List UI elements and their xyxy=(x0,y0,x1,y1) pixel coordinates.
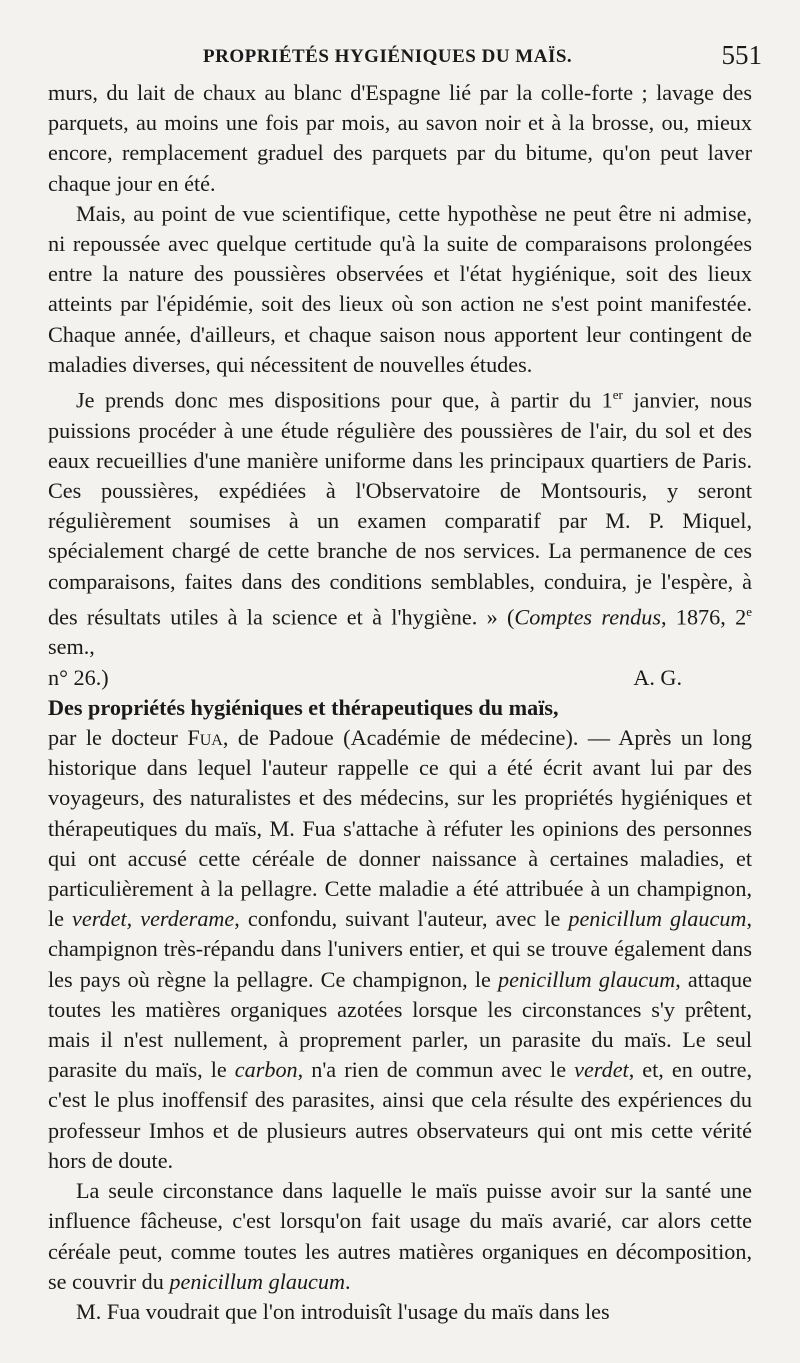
citation-title: Comptes rendus xyxy=(514,604,661,630)
italic-term: carbon xyxy=(234,1057,298,1083)
superscript: er xyxy=(612,387,623,403)
page-header xyxy=(48,38,770,74)
text-run: , de Padoue (Académie de médecine). — Après un long historique dans lequel l'auteur rappelle ce qui a été écrit avant lui par des voyageurs, des naturalistes et des médecins, sur les propriétés hygiéniques et thérapeutiques du maïs, M. Fua s'attache à réfuter les opinions des personnes qui ont accusé cette céréale de donner naissance à certaines maladies, et particulièrement à la pellagre. Cette maladie a été attribuée à un champignon, le xyxy=(48,725,753,932)
text-run: , et, en outre, c'est le plus inoffensif des parasites, ainsi que cela résulte des expériences du professeur Imhos et de plusieurs autres observateurs qui ont mis cette vérité hors de doute. xyxy=(48,1057,752,1173)
paragraph-continued: murs, du lait de chaux au blanc d'Espagne lié par la colle-forte ; lavage des parquets, au moins une fois par mois, au savon noir et à la brosse, ou, mieux encore, remplacement graduel des parquets par du bitume, qu'on peut laver chaque jour en été. xyxy=(48,80,752,196)
text-run: , champignon très-répandu dans l'univers entier, et qui se trouve également dans les pays où règne la pellagre. Ce champignon, le xyxy=(48,906,752,992)
paragraph-circumstance xyxy=(48,1176,752,1297)
paragraph-dispositions xyxy=(48,380,752,663)
running-title: PROPRIÉTÉS HYGIÉNIQUES DU MAÏS. xyxy=(203,46,573,67)
text-run: , n'a rien de commun avec le xyxy=(297,1057,575,1083)
article-paragraph xyxy=(48,693,752,1176)
text-run: . xyxy=(345,1268,351,1294)
author-name: Fua xyxy=(187,725,223,751)
paragraph-hypothesis: Mais, au point de vue scientifique, cette hypothèse ne peut être ni admise, ni repoussée avec quelque certitude qu'à la suite de comparaisons prolongées entre la nature des poussières observées et l'état hygiénique, soit des lieux atteints par l'épidémie, soit des lieux où son action ne s'est point manifestée. Chaque année, d'ailleurs, et chaque saison nous apportent leur contingent de maladies diverses, qui nécessitent de nouvelles études. xyxy=(48,200,752,377)
text-run: , attaque toutes les matières organiques azotées lorsque les circonstances s'y prêtent, mais il n'est nullement, à proprement parler, un parasite du maïs. Le seul parasite du maïs, le xyxy=(48,966,752,1083)
text-run: par le docteur xyxy=(48,725,188,751)
text-run: sem., xyxy=(48,634,95,660)
italic-term: penicillum glaucum xyxy=(568,906,747,932)
body-text xyxy=(48,78,752,1327)
paragraph-final: M. Fua voudrait que l'on introduisît l'usage du maïs dans les xyxy=(76,1298,610,1324)
article-heading: Des propriétés hygiéniques et thérapeutiques du maïs, xyxy=(48,694,559,720)
italic-term: verdet, verderame xyxy=(72,906,235,932)
text-run: , 1876, 2 xyxy=(660,604,747,630)
reference-number: n° 26.) xyxy=(48,664,109,690)
text-run: janvier, nous puissions procéder à une étude régulière des poussières de l'air, du sol et des eaux recueillies d'une manière uniforme dans les principaux quartiers de Paris. Ces poussières, expédiées à l'Observatoire de Montsouris, y seront régulièrement soumises à un examen comparatif par M. P. Miquel, spécialement chargé de cette branche de nos services. La permanence de ces comparaisons, faites dans des conditions semblables, conduira, je l'espère, à des résultats utiles à la science et à l'hygiène. » ( xyxy=(48,387,752,630)
text-run: Je prends donc mes dispositions pour que, à partir du 1 xyxy=(76,387,613,413)
author-initials: A. G. xyxy=(633,664,682,690)
text-run: , confondu, suivant l'auteur, avec le xyxy=(234,906,569,932)
text-run: La seule circonstance dans laquelle le maïs puisse avoir sur la santé une influence fâcheuse, c'est lorsqu'on fait usage du maïs avarié, car alors cette céréale peut, comme toutes les autres matières organiques en décomposition, se couvrir du xyxy=(48,1178,752,1294)
page-number: 551 xyxy=(721,40,762,70)
superscript: e xyxy=(746,603,753,619)
italic-term: verdet xyxy=(574,1057,629,1083)
signature-line xyxy=(48,663,752,693)
italic-term: penicillum glaucum xyxy=(169,1268,346,1294)
italic-term: penicillum glaucum xyxy=(498,966,676,992)
